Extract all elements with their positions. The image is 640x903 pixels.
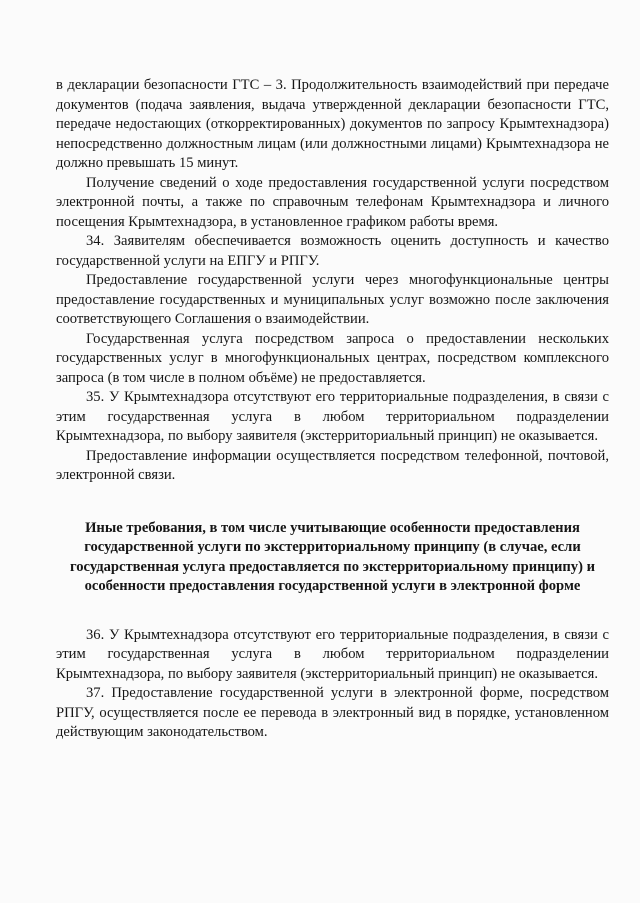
paragraph-info-channels: Предоставление информации осуществляется посредством телефонной, почтовой, электронной связи. xyxy=(56,447,609,483)
heading-line: Иные требования, в том числе учитывающие особенности предоставления xyxy=(85,519,580,536)
paragraph-status-info: Получение сведений о ходе предоставления государственной услуги посредством электронной почты, а также по справочным телефонам Крымтехнадзора и личного посещения Крымтехнадзора, в установленное графиком работы время. xyxy=(56,174,609,230)
document-body xyxy=(56,76,609,743)
paragraph-mfc: Предоставление государственной услуги через многофункциональные центры предоставление государственных и муниципальных услуг возможно после заключения соответствующего Соглашения о взаимодействии. xyxy=(56,272,609,327)
paragraph-continuation: в декларации безопасности ГТС – 3. Продолжительность взаимодействий при передаче документов (подача заявления, выдача утвержденной декларации безопасности ГТС, передаче недостающих (откорректированных) документов по запросу Крымтехнадзора) непосредственно должностным лицам (или должностными лицами) Крымтехнадзора не должно превышать 15 минут. xyxy=(56,77,609,171)
paragraph-35: 35. У Крымтехнадзора отсутствуют его территориальные подразделения, в связи с этим государственная услуга в любом территориальном подразделении Крымтехнадзора, по выбору заявителя (экстерриториальный принцип) не оказывается. xyxy=(56,389,609,444)
paragraph-36: 36. У Крымтехнадзора отсутствуют его территориальные подразделения, в связи с этим государственная услуга в любом территориальном подразделении Крымтехнадзора, по выбору заявителя (экстерриториальный принцип) не оказывается. xyxy=(56,626,609,682)
heading-line: государственная услуга предоставляется по экстерриториальному принципу) и xyxy=(70,558,595,575)
heading-line: государственной услуги по экстерриториальному принципу (в случае, если xyxy=(84,539,581,555)
section-heading xyxy=(56,519,609,597)
paragraph-34: 34. Заявителям обеспечивается возможность оценить доступность и качество государственной услуги на ЕПГУ и РПГУ. xyxy=(56,233,609,269)
heading-line: особенности предоставления государственной услуги в электронной форме xyxy=(84,578,581,594)
paragraph-complex-request: Государственная услуга посредством запроса о предоставлении нескольких государственных услуг в многофункциональных центрах, посредством комплексного запроса (в том числе в полном объёме) не предоставляется. xyxy=(56,330,609,386)
paragraph-37: 37. Предоставление государственной услуги в электронной форме, посредством РПГУ, осуществляется после ее перевода в электронный вид в порядке, установленном действующим законодательством. xyxy=(56,685,609,740)
